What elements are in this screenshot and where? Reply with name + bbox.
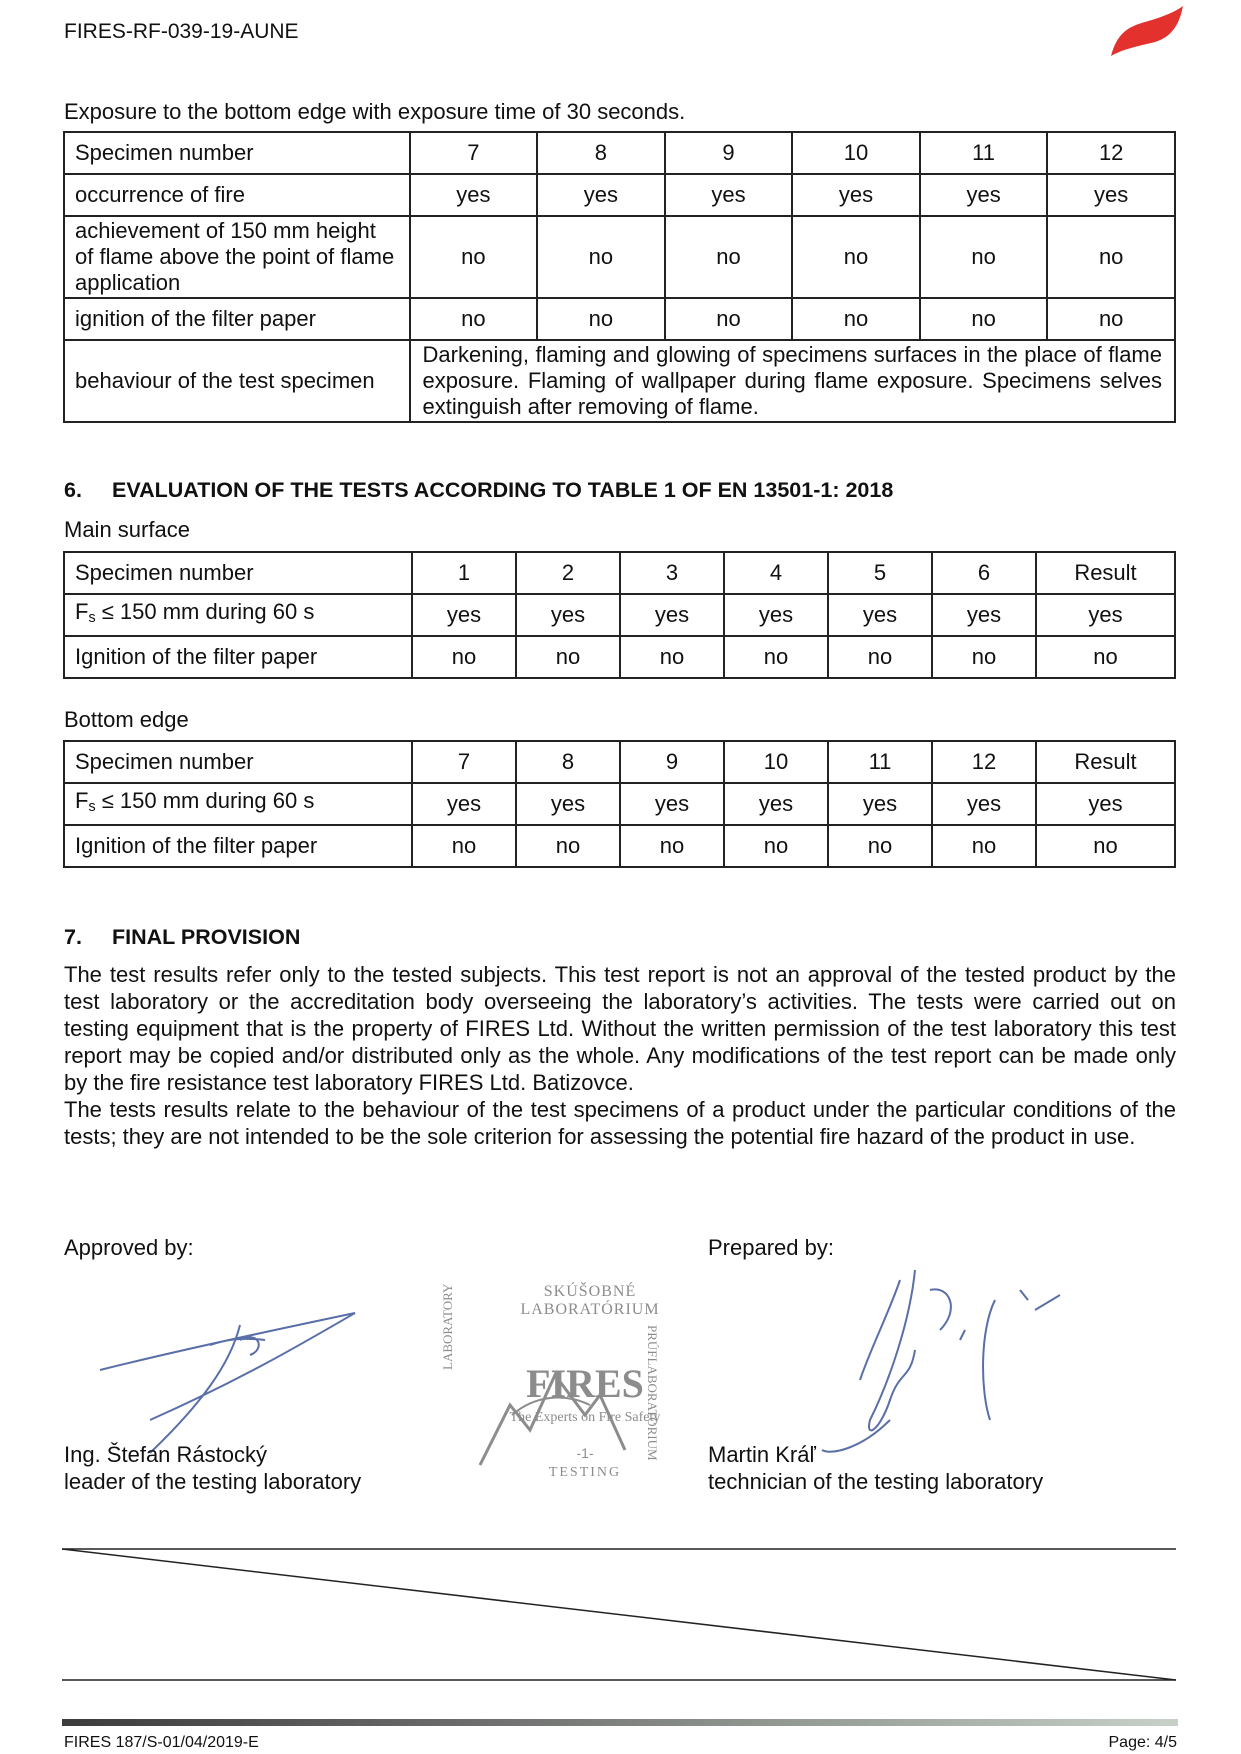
table-cell: yes	[516, 594, 620, 636]
approved-by-label: Approved by:	[64, 1235, 194, 1260]
table-cell: yes	[724, 783, 828, 825]
page-number: Page: 4/5	[1108, 1734, 1177, 1751]
preparer-signature	[820, 1270, 1080, 1470]
footer-gradient-bar	[62, 1719, 1178, 1726]
specimen-number: 11	[828, 741, 932, 783]
fs-symbol: F	[75, 788, 89, 814]
approver-signature	[90, 1285, 370, 1455]
fs-criterion: ≤ 150 mm during 60 s	[95, 788, 315, 814]
table-cell: yes	[724, 594, 828, 636]
table-cell: yes	[620, 594, 724, 636]
specimen-number: 7	[412, 741, 516, 783]
table-row	[64, 594, 1175, 636]
result-cell: yes	[1036, 783, 1175, 825]
table-row	[64, 825, 1175, 867]
final-provision-paragraph-2: The tests results relate to the behaviour of the test specimens of a product under the particular conditions of the tests; they are not intended to be the sole criterion for assessing the potential fire hazard of the product in use.	[64, 1097, 1176, 1149]
table-row	[64, 132, 1175, 174]
specimen-number: 12	[932, 741, 1036, 783]
stamp-top-text: SKÚŠOBNÉ LABORATÓRIUM	[520, 1283, 660, 1318]
prepared-by-label: Prepared by:	[708, 1235, 834, 1260]
table-cell: no	[828, 636, 932, 678]
table-cell: no	[412, 825, 516, 867]
table-cell: no	[1047, 216, 1175, 298]
table-header-label: Specimen number	[64, 741, 412, 783]
table-cell: no	[665, 298, 793, 340]
table-cell: yes	[792, 174, 920, 216]
table-header-label: Specimen number	[64, 552, 412, 594]
specimen-number: 10	[724, 741, 828, 783]
table-cell: no	[1047, 298, 1175, 340]
row-label: achievement of 150 mm height of flame above the point of flame application	[64, 216, 410, 298]
row-label: behaviour of the test specimen	[64, 340, 410, 422]
specimen-number: 11	[920, 132, 1048, 174]
stamp-left-text: LABORATORY	[440, 1283, 455, 1370]
section-number: 7.	[64, 925, 82, 949]
table-row	[64, 783, 1175, 825]
table-cell: no	[410, 216, 538, 298]
table-cell: no	[724, 636, 828, 678]
result-header: Result	[1036, 741, 1175, 783]
specimen-number: 9	[620, 741, 724, 783]
table-cell: no	[412, 636, 516, 678]
bottom-edge-table	[63, 740, 1176, 868]
row-label	[64, 783, 412, 825]
specimen-number: 2	[516, 552, 620, 594]
result-cell: yes	[1036, 594, 1175, 636]
main-surface-table	[63, 551, 1176, 679]
specimen-number: 6	[932, 552, 1036, 594]
table-cell: no	[620, 636, 724, 678]
row-label: ignition of the filter paper	[64, 298, 410, 340]
specimen-number: 4	[724, 552, 828, 594]
row-label	[64, 594, 412, 636]
bottom-edge-label: Bottom edge	[64, 707, 189, 732]
table-row	[64, 552, 1175, 594]
specimen-number: 1	[412, 552, 516, 594]
table-cell: yes	[932, 783, 1036, 825]
table-row	[64, 741, 1175, 783]
bottom-edge-exposure-table	[63, 131, 1176, 423]
fs-criterion: ≤ 150 mm during 60 s	[95, 599, 315, 625]
table-cell: no	[724, 825, 828, 867]
table-cell: yes	[412, 783, 516, 825]
stamp-right-text: PRÚFLABORATORIUM	[645, 1325, 660, 1461]
table-row	[64, 174, 1175, 216]
specimen-number: 8	[537, 132, 665, 174]
preparer-role: technician of the testing laboratory	[708, 1469, 1044, 1494]
table-row	[64, 340, 1175, 422]
table-header-label: Specimen number	[64, 132, 410, 174]
table-cell: no	[537, 216, 665, 298]
approver-role: leader of the testing laboratory	[64, 1469, 362, 1494]
table-cell: yes	[620, 783, 724, 825]
result-header: Result	[1036, 552, 1175, 594]
table-cell: no	[516, 825, 620, 867]
row-label: Ignition of the filter paper	[64, 636, 412, 678]
stamp-number: -1-	[576, 1445, 594, 1461]
document-reference: FIRES-RF-039-19-AUNE	[64, 20, 299, 43]
specimen-number: 12	[1047, 132, 1175, 174]
table-cell: no	[920, 298, 1048, 340]
table-cell: no	[665, 216, 793, 298]
section-number: 6.	[64, 478, 82, 502]
exposure-caption: Exposure to the bottom edge with exposure time of 30 seconds.	[64, 99, 686, 124]
result-cell: no	[1036, 825, 1175, 867]
row-label: occurrence of fire	[64, 174, 410, 216]
fs-subscript: s	[88, 798, 96, 815]
stamp-bottom-text: TESTING	[548, 1465, 622, 1480]
table-cell: no	[828, 825, 932, 867]
row-label: Ignition of the filter paper	[64, 825, 412, 867]
table-cell: yes	[537, 174, 665, 216]
table-cell: yes	[516, 783, 620, 825]
table-cell: no	[792, 216, 920, 298]
table-cell: no	[516, 636, 620, 678]
section-title: EVALUATION OF THE TESTS ACCORDING TO TABLE 1 OF EN 13501-1: 2018	[112, 478, 894, 502]
table-cell: no	[410, 298, 538, 340]
table-row	[64, 636, 1175, 678]
table-row	[64, 216, 1175, 298]
result-cell: no	[1036, 636, 1175, 678]
table-cell: yes	[828, 783, 932, 825]
fs-subscript: s	[88, 609, 96, 626]
table-cell: no	[620, 825, 724, 867]
stamp-brand: FIRES	[526, 1361, 644, 1406]
specimen-number: 7	[410, 132, 538, 174]
table-cell: yes	[410, 174, 538, 216]
approver-name: Ing. Štefan Rástocký	[64, 1442, 267, 1467]
fires-flame-logo	[1105, 4, 1185, 60]
specimen-number: 8	[516, 741, 620, 783]
section-title: FINAL PROVISION	[112, 925, 301, 949]
table-row	[64, 298, 1175, 340]
table-cell: yes	[412, 594, 516, 636]
section-7-heading	[64, 925, 300, 950]
final-provision-paragraph-1: The test results refer only to the tested subjects. This test report is not an approval of the tested product by the test laboratory or the accreditation body overseeing the laboratory’s activities. The tests were carried out on testing equipment that is the property of FIRES Ltd. Without the written permission of the test laboratory this test report may be copied and/or distributed only as the whole. Any modifications of the test report can be made only by the fire resistance test laboratory FIRES Ltd. Batizovce.	[64, 962, 1176, 1095]
table-cell: no	[932, 825, 1036, 867]
table-cell: yes	[828, 594, 932, 636]
page-cancellation-lines	[62, 1548, 1178, 1688]
table-cell: no	[920, 216, 1048, 298]
section-6-heading	[64, 478, 893, 503]
main-surface-label: Main surface	[64, 517, 190, 542]
table-cell: yes	[932, 594, 1036, 636]
behaviour-description: Darkening, flaming and glowing of specimens surfaces in the place of flame exposure. Flaming of wallpaper during flame exposure. Specimens selves extinguish after removing of flame.	[410, 340, 1175, 422]
footer-form-reference: FIRES 187/S-01/04/2019-E	[64, 1734, 259, 1751]
stamp-tagline: The Experts on Fire Safety	[509, 1410, 661, 1425]
table-cell: no	[792, 298, 920, 340]
table-cell: yes	[920, 174, 1048, 216]
specimen-number: 10	[792, 132, 920, 174]
specimen-number: 3	[620, 552, 724, 594]
specimen-number: 9	[665, 132, 793, 174]
table-cell: no	[932, 636, 1036, 678]
preparer-name: Martin Kráľ	[708, 1442, 816, 1467]
specimen-number: 5	[828, 552, 932, 594]
table-cell: yes	[1047, 174, 1175, 216]
fs-symbol: F	[75, 599, 89, 625]
table-cell: no	[537, 298, 665, 340]
table-cell: yes	[665, 174, 793, 216]
